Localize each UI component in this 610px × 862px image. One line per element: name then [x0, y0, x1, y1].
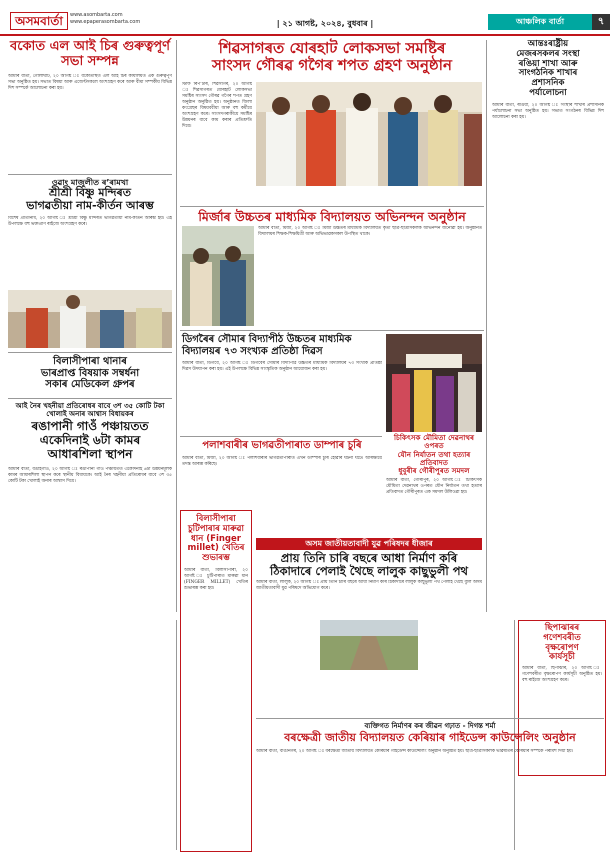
headline: ধুবুৰীৰ গৌৰীপুৰত সমদল: [398, 466, 470, 476]
headline: ভাগৱতীয়া নাম-কীৰ্তন আৰম্ভ: [26, 198, 154, 212]
column-divider: [176, 620, 177, 850]
headline-kicker: ব্যক্তিগত নিৰ্মাণৰ কৰ জীৱন গঢ়াত - দিগন্ত শৰ্মা: [364, 722, 496, 730]
header-rule: [0, 34, 610, 36]
headline: ৰঙাপানী গাওঁ পঞ্চায়তত: [31, 419, 149, 434]
headline: millet) খেতিৰ: [187, 543, 245, 554]
headline: আধাৰশিলা স্থাপন: [47, 446, 133, 461]
article-body: বিশেষ প্ৰতিনিধি, ২০ আগষ্ট ঃ শ্ৰীশ্ৰী বিষ্ণু মন্দিৰত ভাগৱতীয়া নাম-কীৰ্তন আৰম্ভ হয়। এই উপলক্ষে বহু ভক্তপ্ৰাণ ৰাইজে অংশগ্ৰহণ কৰে।: [8, 216, 172, 228]
headline: যৌন নিৰ্যাতন তথা হত্যাৰ প্ৰতিবাদত: [397, 449, 471, 467]
headline: ছিপাঝাৰৰ: [544, 623, 580, 633]
article-bishnu-mandir: [8, 178, 172, 254]
headline: একেদিনাই ৬টা কামৰ: [39, 432, 141, 447]
article-body-continued: [256, 190, 482, 204]
headline: বিলাসীপাৰা থানাৰ: [53, 356, 127, 367]
article-body: আমাৰ বাৰ্তা, মিৰ্জা, ২০ আগষ্ট ঃ পলাশবাৰীৰ ভাগৱতীপাৰাত এখন ডাম্পাৰ চুৰি হোৱাৰ ঘটনা ঘটে। আৰক্ষীয়ে তদন্ত আৰম্ভ কৰিছে।: [182, 455, 382, 467]
page-number: ৭: [592, 14, 610, 30]
headline: সাংগঠনিক শাখাৰ: [518, 68, 578, 79]
column-divider: [176, 40, 177, 612]
headline-kicker: ওৱাং মাজুলীত ৰ’ৰামখা: [51, 178, 129, 187]
article-gaurav-gogoi: [182, 40, 482, 75]
headline: পৰ্যালোচনা: [529, 87, 567, 98]
headline: শিৱসাগৰত যোৰহাট লোকসভা সমষ্টিৰ: [218, 39, 446, 57]
article-body: আমাৰ বাৰ্তা, ৰঙিয়া, ২০ আগষ্ট ঃ সংস্থাৰ শাখাৰ প্ৰশাসনিক পৰ্যালোচনা সভা অনুষ্ঠিত হয়। সভাত সংগঠনৰ বিভিন্ন দিশ আলোচনা কৰা হয়।: [492, 102, 604, 120]
article-finger-millet: [180, 510, 252, 852]
article-divider: [180, 206, 484, 207]
headline: ডিগৰৈৰ সৌমাৰ বিদ্যাপীঠ উচ্চতৰ মাধ্যমিক: [182, 334, 352, 345]
article-body: আমাৰ বাৰ্তা, মিৰ্জা, ২০ আগষ্ট ঃ মিৰ্জা উচ্চতৰ মাধ্যমিক বিদ্যালয়ত কৃতী ছাত্ৰ-ছাত্ৰীসকলক অভিনন্দন জনোৱা হয়। অনুষ্ঠানত বিদ্যালয়ৰ শিক্ষক-শিক্ষয়িত্ৰী আৰু অভিভাৱকসকল উপস্থিত থাকে।: [258, 226, 482, 237]
headline: ৰঙিয়া শাখা আৰু: [518, 58, 578, 69]
photo-road: [320, 620, 418, 670]
article-divider: [180, 436, 382, 437]
article-body: আমাৰ বাৰ্তা, গৌৰীপুৰ, ২০ আগষ্ট ঃ চিকিৎসক মৌমিতা দেৱনাথৰ ওপৰত যৌন নিৰ্যাতন তথা হত্যাৰ প্ৰতিবাদত গৌৰীপুৰত এক সমদল উলিওৱা হয়।: [386, 478, 482, 496]
headline: প্ৰায় তিনি চাৰি বছৰে আধা নিৰ্মাণ কৰি: [280, 551, 458, 565]
headline: শ্ৰীশ্ৰী বিষ্ণু মন্দিৰত: [49, 186, 131, 200]
article-divider: [8, 398, 172, 399]
headline: মিৰ্জাৰ উচ্চতৰ মাধ্যমিক বিদ্যালয়ত অভিনন্দন অনুষ্ঠান: [198, 209, 466, 224]
article-body: আমাৰ বাৰ্তা, বাঙীনগৰ, ২০ আগষ্ট ঃ বৰক্ষেত্ৰী জাতীয় বিদ্যালয়ত কেৰিয়াৰ গাইডেন্স কাউন্সেলিং অনুষ্ঠান অনুষ্ঠিত হয়। ছাত্ৰ-ছাত্ৰীসকলক ভৱিষ্যতৰ কেৰিয়াৰ সম্পৰ্কে পৰামৰ্শ দিয়া হয়।: [256, 748, 574, 754]
headline: বিদ্যালয়ৰ ৭৩ সংখ্যক প্ৰতিষ্ঠা দিৱস: [182, 345, 323, 357]
headline: বৰক্ষেত্ৰী জাতীয় বিদ্যালয়ত কেৰিয়াৰ গাইডেন্স কাউন্সেলিং অনুষ্ঠান: [284, 731, 576, 745]
article-divider: [8, 352, 172, 353]
headline: বিলাসীপাৰা: [196, 514, 236, 524]
headline: আন্তঃৰাষ্ট্ৰীয়: [527, 39, 569, 49]
headline: গণেশবৰীত: [543, 632, 581, 643]
article-mirza-school: [182, 210, 482, 224]
headline: চুটিপাৰাৰ মাৰুৱা: [188, 523, 244, 534]
headline: সাংসদ গৌৰৱ গগৈৰ শপত গ্ৰহণ অনুষ্ঠান: [212, 56, 452, 75]
photo-protest-rally: [386, 334, 482, 432]
article-digboi-school: [182, 334, 382, 439]
article-body: আমাৰ বাৰ্তা, ডিগবৈ, ২০ আগষ্ট ঃ ডিগবৈৰ সৌমাৰ বিদ্যাপীঠ উচ্চতৰ মাধ্যমিক বিদ্যালয়ৰ ৭৩ সংখ্যক প্ৰতিষ্ঠা দিৱস উদযাপন কৰা হয়। এই উপলক্ষে বিভিন্ন সাংস্কৃতিক অনুষ্ঠান আয়োজন কৰা হয়।: [182, 361, 382, 372]
headline: মেজৰসকলৰ সংস্থা: [516, 48, 580, 59]
article-divider: [256, 718, 604, 719]
headline: বৃক্ষৰোপণ: [545, 642, 579, 653]
article-kakhuli-road: [256, 538, 482, 578]
article-bakota: [8, 40, 172, 166]
headline: ধান (Finger: [191, 533, 241, 544]
article-career-guidance: [256, 722, 604, 847]
article-bilasipara-thana: [8, 356, 172, 391]
section-label: আঞ্চলিক বাৰ্তা: [488, 14, 592, 30]
url-line-2: www.epaperasombarta.com: [70, 19, 141, 25]
article-body: স্টাফ ৰিপ’ৰ্টাৰ, শিৱসাগৰ, ২০ আগষ্ট ঃ শিৱসাগৰত যোৰহাট লোকসভা সমষ্টিৰ সাংসদ গৌৰৱ গগৈৰ শপত গ্ৰহণ অনুষ্ঠান অনুষ্ঠিত হয়। অনুষ্ঠানত জিলা কংগ্ৰেছৰ বিষয়ববীয়া আৰু বহু কৰ্মীয়ে অংশগ্ৰহণ কৰে। সাংসদগৰাকীয়ে সমষ্টিৰ উন্নয়নৰ বাবে কাম কৰাৰ প্ৰতিশ্ৰুতি দিয়ে।: [182, 82, 252, 129]
headline: ভাৰপ্ৰাপ্ত বিষয়াক সম্বৰ্ধনা: [40, 367, 140, 379]
headline-kicker: অসম জাতীয়তাবাদী যুৱ পৰিষদৰ ধীজাৰ: [256, 538, 482, 550]
article-divider: [180, 330, 484, 331]
headline: কাৰ্যসূচী: [549, 652, 575, 663]
url-line-1: www.asombarta.com: [70, 12, 123, 18]
column-divider: [486, 40, 487, 612]
masthead: [0, 0, 610, 36]
article-body: আমাৰ বাৰ্তা, ছিপাঝাৰ, ২০ আগষ্ট ঃ গণেশবৰীত বৃক্ষৰোপণ কাৰ্যসূচী অনুষ্ঠিত হয়। বহু ৰাইজে অংশগ্ৰহণ কৰে।: [522, 666, 602, 684]
headline: বকোত এল আই চিৰ গুৰুত্বপূৰ্ণ সভা সম্পন্ন: [10, 39, 170, 69]
article-body: আমাৰ বাৰ্তা, বিলাসীপাৰা, ২০ আগষ্ট ঃ চুটিপাৰাত মাৰুৱা ধান (FINGER MILLET) খেতিৰ শুভাৰম্ভ কৰা হয়।: [184, 567, 248, 591]
headline: ঠিকাদাৰে পেলাই থৈছে লালুক কাছুভুলী পথ: [270, 564, 468, 579]
headline: চিকিৎসক মৌমিতা দেৱনাথৰ ওপৰত: [393, 433, 475, 451]
photo-mirza-felicitation: [182, 226, 254, 326]
article-body: আমাৰ বাৰ্তা, লালুক, ২০ আগষ্ট ঃ প্ৰায় তিনি চাৰি বছৰে আধা নিৰ্মাণ কৰি ঠিকাদাৰে লালুক কাছুভুলী পথ পেলাই থৈছে বুলি অসম জাতীয়তাবাদী যুৱ পৰিষদে অভিযোগ কৰে।: [256, 580, 482, 591]
issue-date: | ২১ আগষ্ট, ২০২৪, বুধবাৰ |: [276, 19, 374, 28]
headline: পলাশবাৰীৰ ভাগৱতীপাৰাত ডাম্পাৰ চুৰি: [202, 440, 362, 451]
article-divider: [8, 174, 172, 175]
article-rangapani: [8, 402, 172, 847]
website-urls: [70, 12, 140, 26]
article-body: আমাৰ বাৰ্তা, বঙাইগাঁও, ২০ আগষ্ট ঃ ৰঙাপানী গাওঁ পঞ্চায়তত একেদিনাই ৬টা উন্নয়নমূলক কামৰ আধাৰশিলা স্থাপন কৰে স্থানীয় বিধায়কে। আই নৈৰ খহনীয়া প্ৰতিৰোধৰ বাবে ৩শ ৩৫ কোটি টকা খোলাই অনাৰ আশ্বাস দিয়ে।: [8, 467, 172, 485]
headline: প্ৰশাসনিক: [531, 78, 565, 89]
headline-kicker: আই নৈৰ খহনীয়া প্ৰতিৰোধৰ বাবে ৩শ ৩৫ কোটি টকা খোলাই অনাৰ আশ্বাস বিধায়কৰ: [15, 402, 165, 419]
headline: সকাৰ মেডিকেল গ্ৰুপৰ: [45, 379, 135, 390]
photo-bishnu-mandir: [8, 290, 172, 348]
photo-swearing-in: [256, 82, 482, 186]
headline: শুভাৰম্ভ: [202, 553, 230, 564]
article-organisation-review: [492, 40, 604, 403]
newspaper-logo: অসমবাৰ্তা: [10, 12, 68, 30]
article-body: আমাৰ বাৰ্তা, গোলাঘাট, ২০ আগষ্ট ঃ বকোতস্থিত এল আই চিৰ কাৰ্যালয়ত এক গুৰুত্বপূৰ্ণ সভা অনুষ্ঠিত হয়। সভাত বিষয়া আৰু এজেণ্টসকলে অংশগ্ৰহণ কৰে আৰু বীমা সম্পৰ্কীয় বিভিন্ন দিশ সম্পৰ্কে আলোচনা কৰা হয়।: [8, 73, 172, 91]
